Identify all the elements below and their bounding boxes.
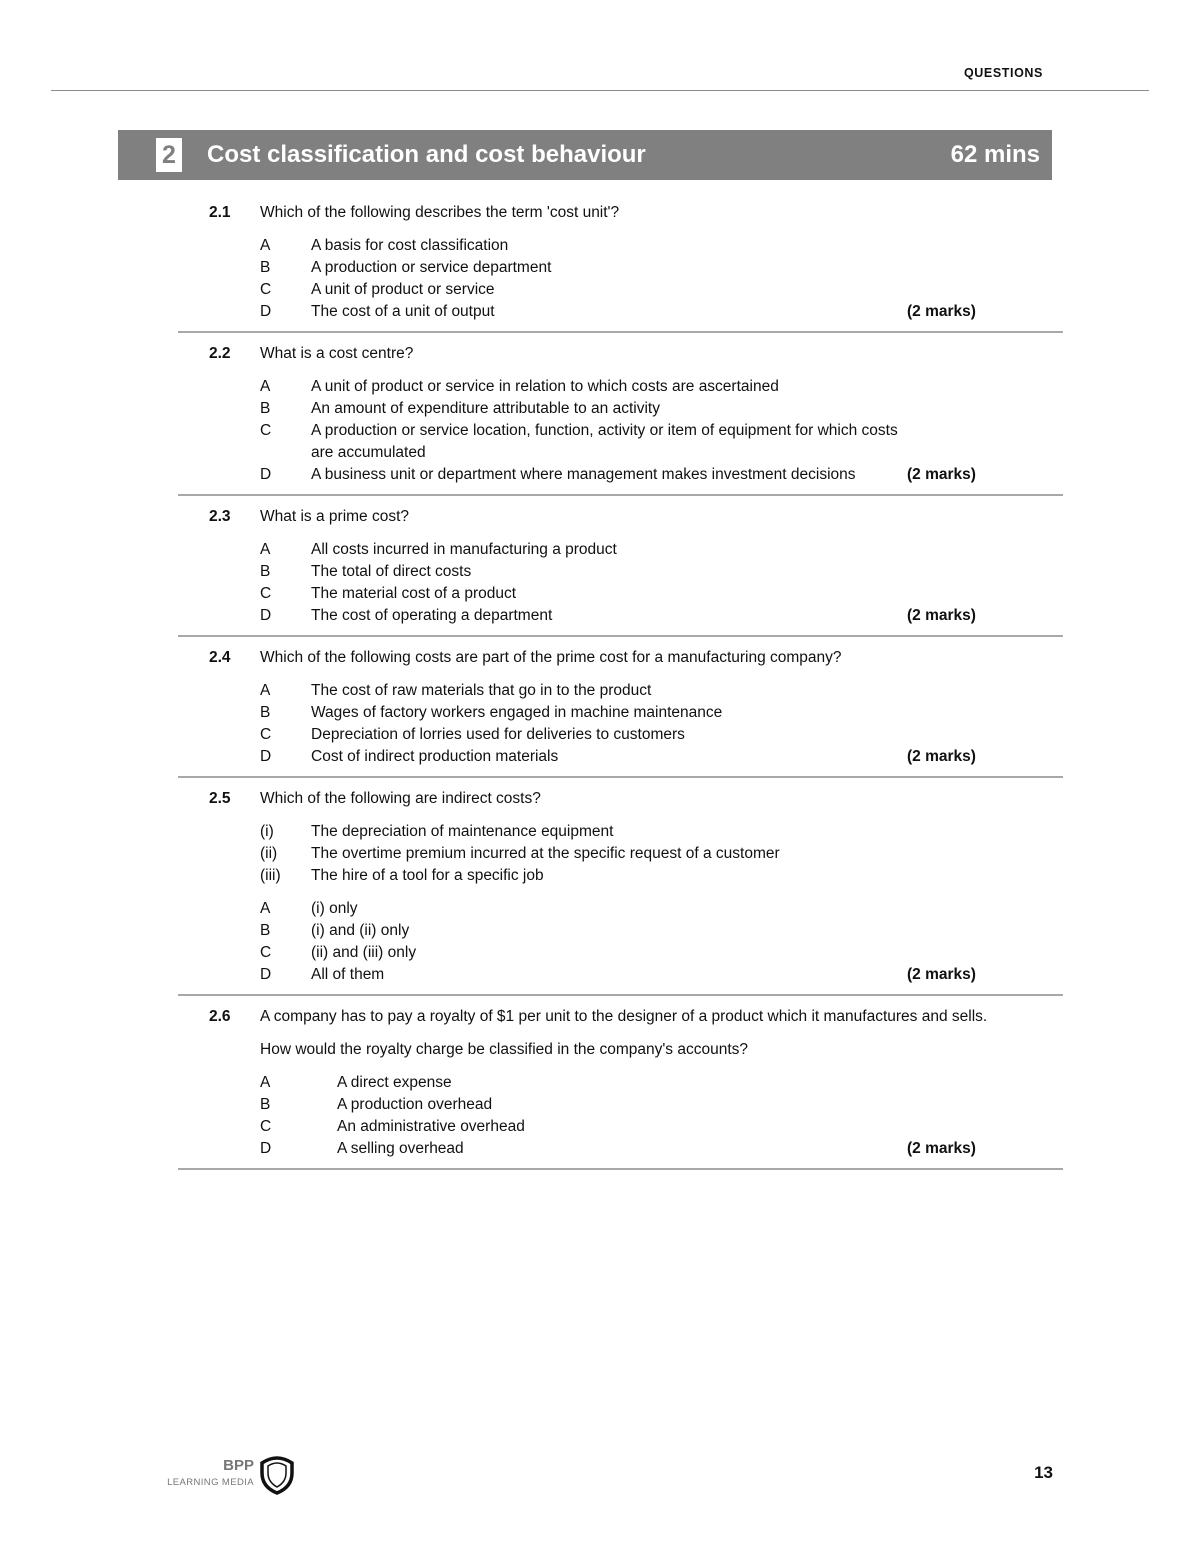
statement-item [260, 865, 1063, 887]
marks-label: (2 marks) [907, 303, 976, 320]
option-item [260, 1138, 1063, 1160]
question-header [178, 343, 1063, 365]
statement-text: The hire of a tool for a specific job [311, 867, 544, 884]
question-end-spacer [178, 627, 1063, 635]
option-letter: C [260, 944, 272, 961]
option-letter: D [260, 1140, 272, 1157]
option-text: All of them [311, 966, 385, 983]
option-item [260, 746, 1063, 768]
option-text: A production overhead [337, 1096, 493, 1113]
marks-label: (2 marks) [907, 966, 976, 983]
option-text: A unit of product or service [311, 281, 495, 298]
statement-text: The depreciation of maintenance equipment [311, 823, 614, 840]
option-item [260, 257, 1063, 279]
option-item [260, 1116, 1063, 1138]
option-letter: B [260, 922, 271, 939]
option-item [260, 1094, 1063, 1116]
option-item [260, 1072, 1063, 1094]
option-item [260, 464, 1063, 486]
option-text: The cost of operating a department [311, 607, 553, 624]
marks-label: (2 marks) [907, 607, 976, 624]
option-text: An administrative overhead [337, 1118, 525, 1135]
option-letter: D [260, 607, 272, 624]
option-list [260, 376, 1063, 486]
question-end-spacer [178, 486, 1063, 494]
option-item [260, 942, 1063, 964]
option-text: A production or service department [311, 259, 552, 276]
option-text: A production or service location, function, activity or item of equipment for which costs are accumulated [311, 422, 898, 461]
question-header [178, 788, 1063, 810]
option-item [260, 398, 1063, 420]
question-text: Which of the following costs are part of the prime cost for a manufacturing company? [260, 649, 842, 666]
option-letter: C [260, 726, 272, 743]
question-list [178, 198, 1063, 1170]
option-text: A basis for cost classification [311, 237, 509, 254]
question-text: What is a prime cost? [260, 508, 410, 525]
statement-item [260, 821, 1063, 843]
option-letter: A [260, 900, 271, 917]
page-number: 13 [1034, 1463, 1053, 1482]
option-letter: D [260, 748, 272, 765]
option-text: The material cost of a product [311, 585, 517, 602]
question-end-spacer [178, 1160, 1063, 1168]
option-letter: C [260, 1118, 272, 1135]
option-letter: A [260, 378, 271, 395]
option-letter: A [260, 1074, 271, 1091]
option-text: Cost of indirect production materials [311, 748, 559, 765]
option-text: An amount of expenditure attributable to an activity [311, 400, 660, 417]
question-number-spacer [178, 1039, 260, 1061]
option-list [260, 539, 1063, 627]
option-item [260, 920, 1063, 942]
option-item [260, 279, 1063, 301]
question-number: 2.2 [209, 345, 231, 362]
option-item [260, 702, 1063, 724]
question-block [178, 494, 1063, 635]
statement-list [260, 821, 1063, 887]
option-letter: B [260, 563, 271, 580]
question-end-spacer [178, 768, 1063, 776]
option-letter: D [260, 303, 272, 320]
question-block [178, 635, 1063, 776]
option-letter: C [260, 422, 272, 439]
option-text: Depreciation of lorries used for deliveries to customers [311, 726, 685, 743]
question-block [178, 198, 1063, 331]
option-letter: B [260, 1096, 271, 1113]
marks-label: (2 marks) [907, 1140, 976, 1157]
question-text: Which of the following are indirect costs? [260, 790, 541, 807]
final-divider [178, 1168, 1063, 1170]
question-number: 2.3 [209, 508, 231, 525]
question-header [178, 202, 1063, 224]
option-text: A direct expense [337, 1074, 452, 1091]
header-divider [51, 90, 1149, 91]
chapter-time: 62 mins [950, 141, 1040, 168]
question-end-spacer [178, 986, 1063, 994]
chapter-number: 2 [156, 138, 182, 172]
option-item [260, 964, 1063, 986]
option-letter: A [260, 237, 271, 254]
question-text: A company has to pay a royalty of $1 per unit to the designer of a product which it manufactures and sells. [260, 1008, 988, 1025]
option-list [260, 680, 1063, 768]
option-letter: B [260, 400, 271, 417]
option-item [260, 235, 1063, 257]
option-text: The total of direct costs [311, 563, 472, 580]
question-header [178, 1006, 1063, 1028]
option-item [260, 420, 1063, 464]
logo-brand: BPP [223, 1457, 254, 1474]
statement-label: (ii) [260, 845, 278, 862]
question-block [178, 994, 1063, 1168]
question-block [178, 776, 1063, 994]
question-number: 2.5 [209, 790, 231, 807]
option-text: A unit of product or service in relation to which costs are ascertained [311, 378, 779, 395]
question-header [178, 506, 1063, 528]
option-item [260, 301, 1063, 323]
option-list [260, 898, 1063, 986]
logo-subtext: LEARNING MEDIA [167, 1477, 254, 1488]
question-text: Which of the following describes the term 'cost unit'? [260, 204, 620, 221]
statement-item [260, 843, 1063, 865]
option-list [260, 235, 1063, 323]
option-item [260, 680, 1063, 702]
question-number: 2.6 [209, 1008, 231, 1025]
option-item [260, 561, 1063, 583]
option-text: (i) and (ii) only [311, 922, 410, 939]
option-letter: A [260, 682, 271, 699]
marks-label: (2 marks) [907, 748, 976, 765]
option-text: The cost of raw materials that go in to the product [311, 682, 652, 699]
option-letter: A [260, 541, 271, 558]
statement-label: (iii) [260, 867, 281, 884]
option-text: (i) only [311, 900, 358, 917]
question-header [178, 647, 1063, 669]
question-text: What is a cost centre? [260, 345, 414, 362]
marks-label: (2 marks) [907, 466, 976, 483]
option-item [260, 376, 1063, 398]
option-letter: D [260, 466, 272, 483]
option-letter: C [260, 585, 272, 602]
option-item [260, 583, 1063, 605]
option-list [260, 1072, 1063, 1160]
running-head: QUESTIONS [963, 66, 1043, 80]
question-block [178, 331, 1063, 494]
option-item [260, 724, 1063, 746]
option-item [260, 605, 1063, 627]
option-letter: C [260, 281, 272, 298]
statement-text: The overtime premium incurred at the specific request of a customer [311, 845, 780, 862]
option-text: The cost of a unit of output [311, 303, 495, 320]
question-subtext-row [178, 1039, 1063, 1061]
chapter-title: Cost classification and cost behaviour [207, 141, 646, 168]
option-item [260, 539, 1063, 561]
option-letter: B [260, 259, 271, 276]
shield-logo-icon [258, 1455, 296, 1495]
publisher-logo [158, 1455, 298, 1495]
question-number: 2.1 [209, 204, 231, 221]
option-letter: D [260, 966, 272, 983]
question-number: 2.4 [209, 649, 231, 666]
option-text: A selling overhead [337, 1140, 464, 1157]
option-text: (ii) and (iii) only [311, 944, 417, 961]
option-item [260, 898, 1063, 920]
statement-label: (i) [260, 823, 274, 840]
chapter-banner [118, 130, 1052, 180]
option-text: Wages of factory workers engaged in machine maintenance [311, 704, 723, 721]
option-letter: B [260, 704, 271, 721]
question-subtext: How would the royalty charge be classified in the company's accounts? [260, 1041, 749, 1058]
option-text: All costs incurred in manufacturing a product [311, 541, 617, 558]
question-end-spacer [178, 323, 1063, 331]
option-text: A business unit or department where management makes investment decisions [311, 466, 856, 483]
